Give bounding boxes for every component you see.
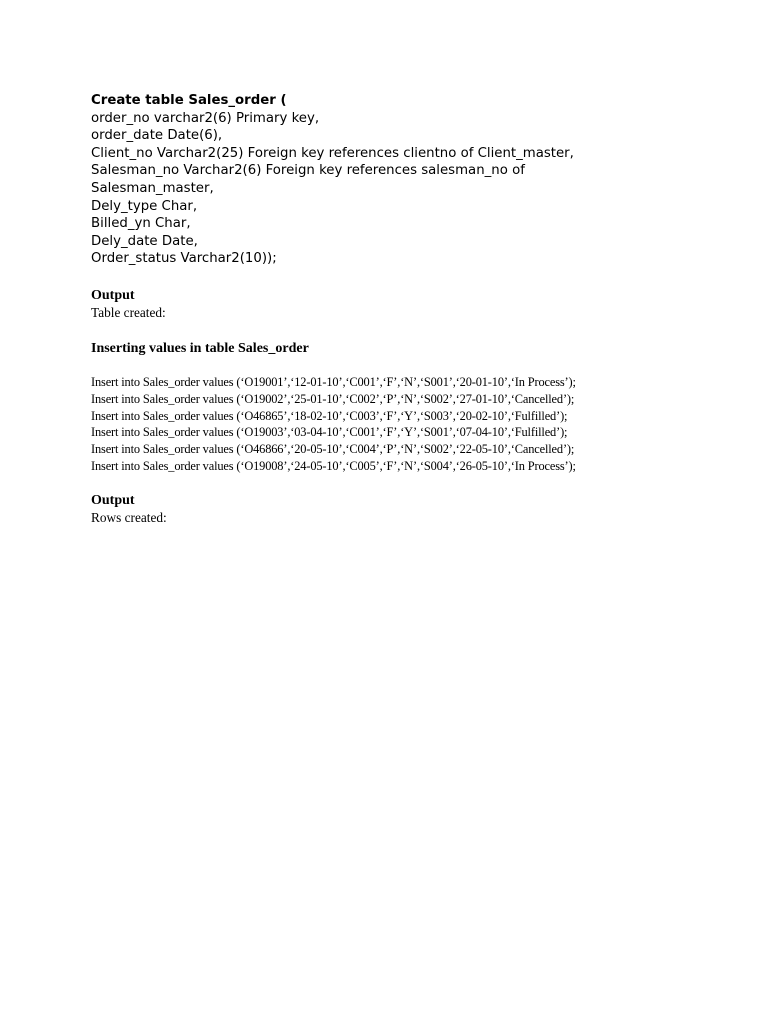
column-definition: Client_no Varchar2(25) Foreign key references clientno of Client_master, [91, 145, 574, 161]
column-definition: Dely_type Char, [91, 198, 198, 214]
insert-statement: Insert into Sales_order values (‘O19002’,‘25-01-10’,‘C002’,‘P’,‘N’,‘S002’,‘27-01-10’,‘Cancelled’); [91, 391, 575, 406]
insert-statement: Insert into Sales_order values (‘O46866’,‘20-05-10’,‘C004’,‘P’,‘N’,‘S002’,‘22-05-10’,‘Cancelled’); [91, 442, 575, 457]
insert-statement-list [91, 374, 751, 475]
insert-section-heading: Inserting values in table Sales_order [91, 340, 309, 356]
column-definition: Dely_date Date, [91, 233, 198, 249]
column-definition: order_date Date(6), [91, 128, 223, 144]
output-section-rows [91, 492, 751, 526]
insert-statement: Insert into Sales_order values (‘O46865’,‘18-02-10’,‘C003’,‘F’,‘Y’,‘S003’,‘20-02-10’,‘Fulfilled’); [91, 408, 568, 423]
document-page [91, 92, 751, 526]
create-table-block [91, 92, 751, 268]
column-definition: Salesman_master, [91, 180, 214, 196]
column-definition: Billed_yn Char, [91, 216, 191, 232]
column-definition: Salesman_no Varchar2(6) Foreign key references salesman_no of [91, 163, 525, 179]
output-section-table [91, 287, 751, 321]
insert-statement: Insert into Sales_order values (‘O19003’,‘03-04-10’,‘C001’,‘F’,‘Y’,‘S001’,‘07-04-10’,‘Fulfilled’); [91, 425, 568, 440]
output-text: Table created: [91, 304, 166, 320]
column-definition: Order_status Varchar2(10)); [91, 251, 277, 267]
insert-section [91, 340, 751, 475]
column-definition: order_no varchar2(6) Primary key, [91, 110, 320, 126]
insert-statement: Insert into Sales_order values (‘O19008’,‘24-05-10’,‘C005’,‘F’,‘N’,‘S004’,‘26-05-10’,‘In Process’); [91, 458, 576, 473]
create-table-title: Create table Sales_order ( [91, 93, 287, 108]
output-heading: Output [91, 287, 135, 303]
output-heading: Output [91, 492, 135, 508]
output-text: Rows created: [91, 509, 167, 525]
insert-statement: Insert into Sales_order values (‘O19001’,‘12-01-10’,‘C001’,‘F’,‘N’,‘S001’,‘20-01-10’,‘In Process’); [91, 374, 576, 389]
